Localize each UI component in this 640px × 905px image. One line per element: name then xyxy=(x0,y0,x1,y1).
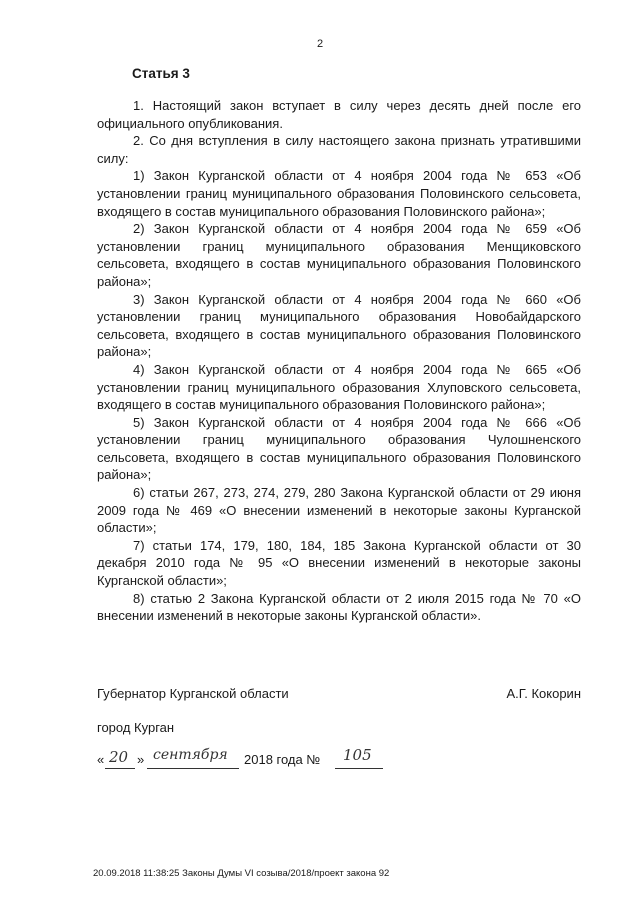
signatory-name: А.Г. Кокорин xyxy=(506,686,581,701)
page-number: 2 xyxy=(316,38,324,50)
list-item: 5) Закон Курганской области от 4 ноября 2004 года № 666 «Об установлении границ муниципального образования Чулошненского сельсовета, входящего в состав муниципального образования Половинского района»; xyxy=(97,414,581,483)
handwritten-number: 105 xyxy=(343,746,372,764)
list-item: 7) статьи 174, 179, 180, 184, 185 Закона Курганской области от 30 декабря 2010 года № 95 «О внесении изменений в некоторые законы Курганской области»; xyxy=(97,537,581,589)
handwritten-day: 20 xyxy=(109,748,129,766)
paragraph: 2. Со дня вступления в силу настоящего закона признать утратившими силу: xyxy=(97,133,581,166)
handwritten-month: сентября xyxy=(153,747,228,763)
list-item: 2) Закон Курганской области от 4 ноября 2004 года № 659 «Об установлении границ муниципального образования Менщиковского сельсовета, входящего в состав муниципального образования Половинского района»; xyxy=(97,221,581,289)
date-line xyxy=(97,746,457,776)
year-text: 2018 года № xyxy=(244,752,321,767)
close-quote: » xyxy=(137,752,145,767)
day-underline xyxy=(105,768,135,769)
list-item: 4) Закон Курганской области от 4 ноября 2004 года № 665 «Об установлении границ муниципального образования Хлуповского сельсовета, входящего в состав муниципального образования Половинского района»; xyxy=(97,361,581,413)
list-item: 6) статьи 267, 273, 274, 279, 280 Закона Курганской области от 29 июня 2009 года № 469 «О внесении изменений в некоторые законы Курганской области»; xyxy=(97,485,581,536)
month-underline xyxy=(147,768,239,769)
list-item: 8) статью 2 Закона Курганской области от 2 июля 2015 года № 70 «О внесении изменений в некоторые законы Курганской области». xyxy=(97,590,581,624)
city: город Курган xyxy=(97,720,175,735)
footer-stamp: 20.09.2018 11:38:25 Законы Думы VI созыва/2018/проект закона 92 xyxy=(93,868,390,879)
article-title: Статья 3 xyxy=(132,66,190,81)
number-underline xyxy=(335,768,383,769)
article-body xyxy=(97,97,581,625)
open-quote: « xyxy=(97,752,105,767)
list-item: 1) Закон Курганской области от 4 ноября 2004 года № 653 «Об установлении границ муниципального образования Половинского сельсовета, входящего в состав муниципального образования Половинского района»; xyxy=(97,168,581,219)
paragraph: 1. Настоящий закон вступает в силу через десять дней после его официального опубликования. xyxy=(97,98,581,131)
list-item: 3) Закон Курганской области от 4 ноября 2004 года № 660 «Об установлении границ муниципального образования Новобайдарского сельсовета, входящего в состав муниципального образования Половинского района»; xyxy=(97,291,581,360)
signatory-title: Губернатор Курганской области xyxy=(97,686,289,701)
